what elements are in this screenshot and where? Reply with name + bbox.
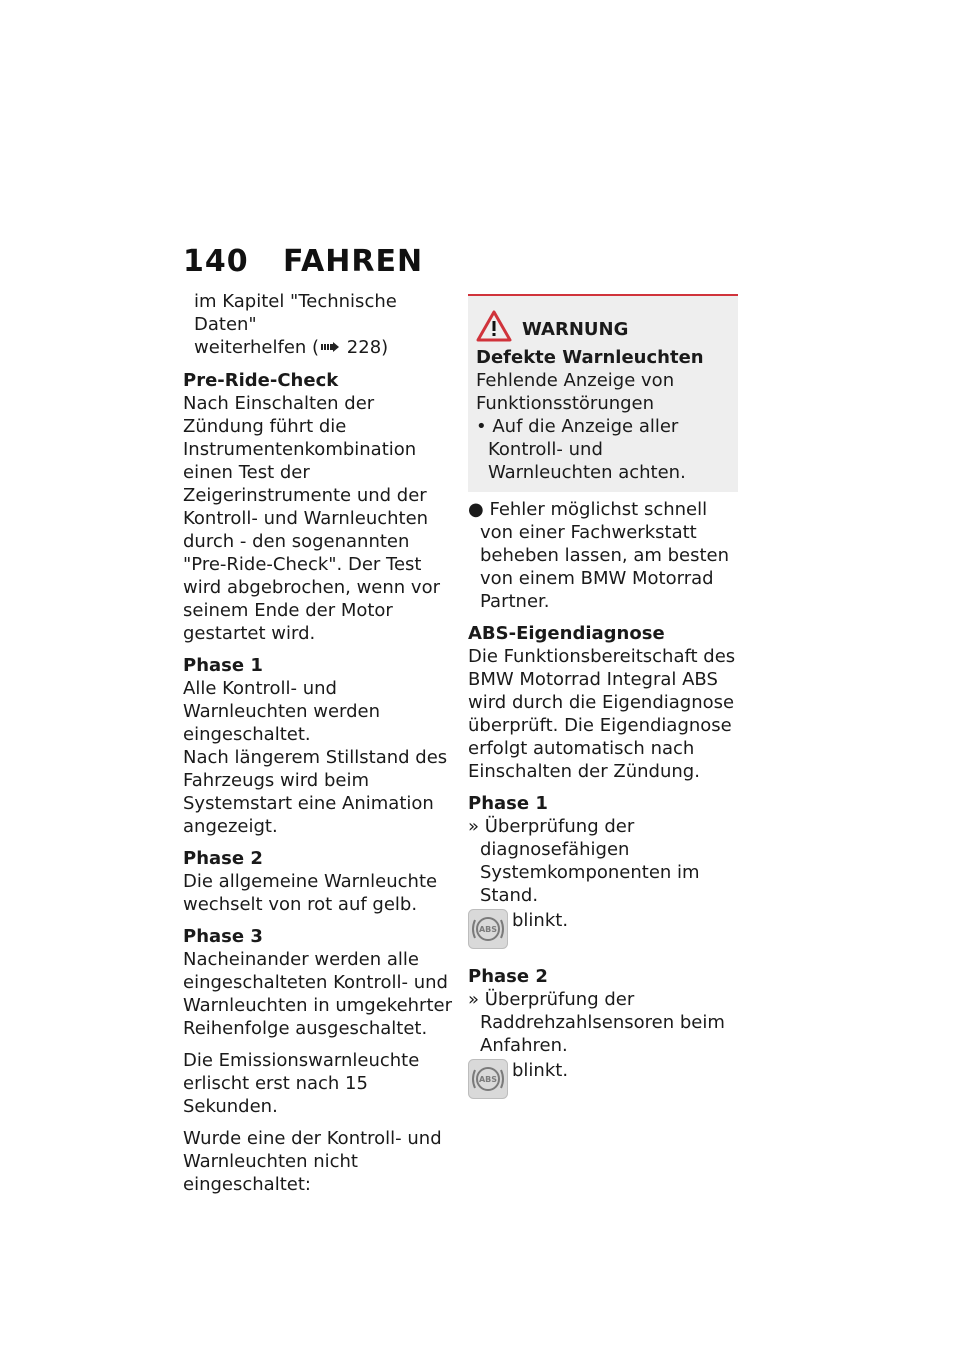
phase1-heading: Phase 1 <box>183 654 263 676</box>
intro-page-ref: 228) <box>341 337 389 358</box>
warning-box <box>468 294 738 492</box>
abs-heading: ABS-Eigendiagnose <box>468 623 665 644</box>
phase2-heading: Phase 2 <box>183 847 263 869</box>
section-title: FAHREN <box>283 244 424 279</box>
abs-icon-label: ABS <box>478 1075 498 1084</box>
phase1-text-1: Alle Kontroll- und Warnleuchten werden eingeschaltet. <box>183 677 381 745</box>
action-symbol: ● <box>468 499 484 520</box>
warning-triangle-icon <box>476 310 512 348</box>
abs-warning-light-icon <box>468 1059 508 1099</box>
abs-phase1-text: Überprüfung der diagnosefähigen Systemkomponenten im Stand. <box>480 816 700 906</box>
abs-text: Die Funktionsbereitschaft des BMW Motorrad Integral ABS wird durch die Eigendiagnose überprüft. Die Eigendiagnose erfolgt automatisch nach Einschalten der Zündung. <box>468 646 736 782</box>
page-number: 140 <box>183 244 249 279</box>
arrow-reference-icon <box>321 337 339 360</box>
abs-warning-light-icon <box>468 909 508 949</box>
intro-line-1: im Kapitel "Technische Daten" <box>194 291 397 335</box>
abs-phase2-blink: blinkt. <box>512 1060 569 1081</box>
abs-phase2-heading: Phase 2 <box>468 966 548 987</box>
phase2-text: Die allgemeine Warnleuchte wechselt von rot auf gelb. <box>183 870 438 915</box>
action-text: Fehler möglichst schnell von einer Fachwerkstatt beheben lassen, am besten von einem BMW Motorrad Partner. <box>480 499 730 612</box>
emission-text: Die Emissionswarnleuchte erlischt erst nach 15 Sekunden. <box>183 1049 420 1117</box>
warning-subtitle: Defekte Warnleuchten <box>476 347 704 368</box>
not-on-text: Wurde eine der Kontroll- und Warnleuchten nicht eingeschaltet: <box>183 1127 442 1195</box>
abs-phase2-result <box>468 988 738 1057</box>
intro-line-2 <box>183 336 453 360</box>
warning-header <box>476 312 728 346</box>
pre-ride-text: Nach Einschalten der Zündung führt die Instrumentenkombination einen Test der Zeigerinstrumente und der Kontroll- und Warnleuchten durch - den sogenannten "Pre-Ride-Check". Der Test wird abgebrochen, wenn vor seinem Ende der Motor gestartet wird. <box>183 392 440 644</box>
phase3-text: Nacheinander werden alle eingeschalteten Kontroll- und Warnleuchten in umgekehrter Reihenfolge ausgeschaltet. <box>183 948 452 1039</box>
abs-phase1-blink: blinkt. <box>512 910 569 931</box>
intro-line-2-text: weiterhelfen ( <box>194 337 320 358</box>
abs-phase1-heading: Phase 1 <box>468 793 548 814</box>
abs-phase2-text: Überprüfung der Raddrehzahlsensoren beim Anfahren. <box>480 989 725 1056</box>
result-symbol: » <box>468 989 480 1010</box>
warning-title: WARNUNG <box>522 318 629 340</box>
abs-phase2-indicator <box>468 1059 738 1099</box>
warning-bullet <box>476 415 728 484</box>
abs-phase1-result <box>468 815 738 907</box>
warning-text: Fehlende Anzeige von Funktionsstörungen <box>476 370 675 414</box>
result-symbol: » <box>468 816 480 837</box>
phase3-heading: Phase 3 <box>183 925 263 947</box>
pre-ride-heading: Pre-Ride-Check <box>183 369 339 391</box>
warning-bullet-text: Auf die Anzeige aller Kontroll- und Warnleuchten achten. <box>488 416 686 483</box>
abs-icon-label: ABS <box>478 925 498 934</box>
action-item <box>468 498 738 613</box>
bullet-symbol: • <box>476 416 487 437</box>
phase1-text-2: Nach längerem Stillstand des Fahrzeugs wird beim Systemstart eine Animation angezeigt. <box>183 746 448 837</box>
right-column <box>468 294 738 1099</box>
left-column <box>183 290 453 1196</box>
abs-phase1-indicator <box>468 909 738 949</box>
